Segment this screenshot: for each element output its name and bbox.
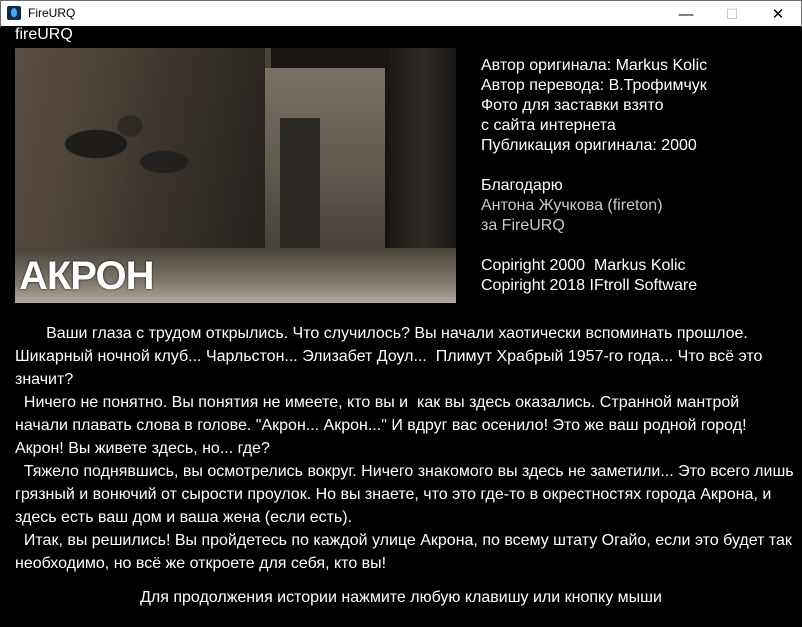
credit-photo-line-1: Фото для заставки взято <box>481 97 664 114</box>
alley-door <box>280 118 320 248</box>
graffiti <box>45 108 215 198</box>
story-paragraph-4: Итак, вы решились! Вы пройдетесь по каждой улице Акрона, по всему штату Огайо, если это будет так необходимо, но всё же откроете для себя, кто вы! <box>15 532 797 572</box>
copyright-original: Copiright 2000 Markus Kolic <box>481 257 686 274</box>
story-paragraph-1: Ваши глаза с трудом открылись. Что случилось? Вы начали хаотически вспоминать прошлое. Шикарный ночной клуб... Чарльстон... Элизабет Доул... Плимут Храбрый 1957-го года... Что всё это значит? <box>15 325 767 388</box>
game-screen[interactable] <box>1 26 801 626</box>
credit-author: Автор оригинала: Markus Kolic <box>481 57 708 74</box>
credit-thanks-name: Антона Жучкова (fireton) <box>481 197 663 214</box>
credit-thanks: Благодарю <box>481 177 563 194</box>
app-label: fireURQ <box>15 26 73 43</box>
maximize-button[interactable]: ☐ <box>725 5 739 22</box>
copyright-translation: Copiright 2018 IFtroll Software <box>481 277 698 294</box>
title-bar[interactable] <box>0 0 802 27</box>
story-paragraph-2: Ничего не понятно. Вы понятия не имеете, кто вы и как вы здесь оказались. Странной мантрой начали плавать слова в голове. "Акрон... Акрон..." И вдруг вас осенило! Это же ваш родной город! Акрон! Вы живете здесь, но... где? <box>15 394 751 457</box>
credit-photo-line-2: с сайта интернета <box>481 117 616 134</box>
credit-thanks-for: за FireURQ <box>481 217 565 234</box>
splash-image <box>15 48 456 303</box>
continue-prompt[interactable]: Для продолжения истории нажмите любую клавишу или кнопку мыши <box>140 589 662 606</box>
credits-block <box>481 56 707 296</box>
credit-published: Публикация оригинала: 2000 <box>481 137 697 154</box>
story-paragraph-3: Тяжело поднявшись, вы осмотрелись вокруг. Ничего знакомого вы здесь не заметили... Это всего лишь грязный и вонючий от сырости проулок. Но вы знаете, что это где-то в окрестностях города Акрона, и здесь есть ваш дом и ваша жена (если есть). <box>15 463 799 526</box>
story-text <box>15 322 799 575</box>
splash-title: АКРОН <box>19 254 154 298</box>
close-button[interactable]: ✕ <box>771 6 785 23</box>
minimize-button[interactable]: — <box>678 5 694 23</box>
credit-translator: Автор перевода: В.Трофимчук <box>481 77 707 94</box>
fireurq-app-icon <box>7 6 21 20</box>
window-title: FireURQ <box>28 6 76 20</box>
